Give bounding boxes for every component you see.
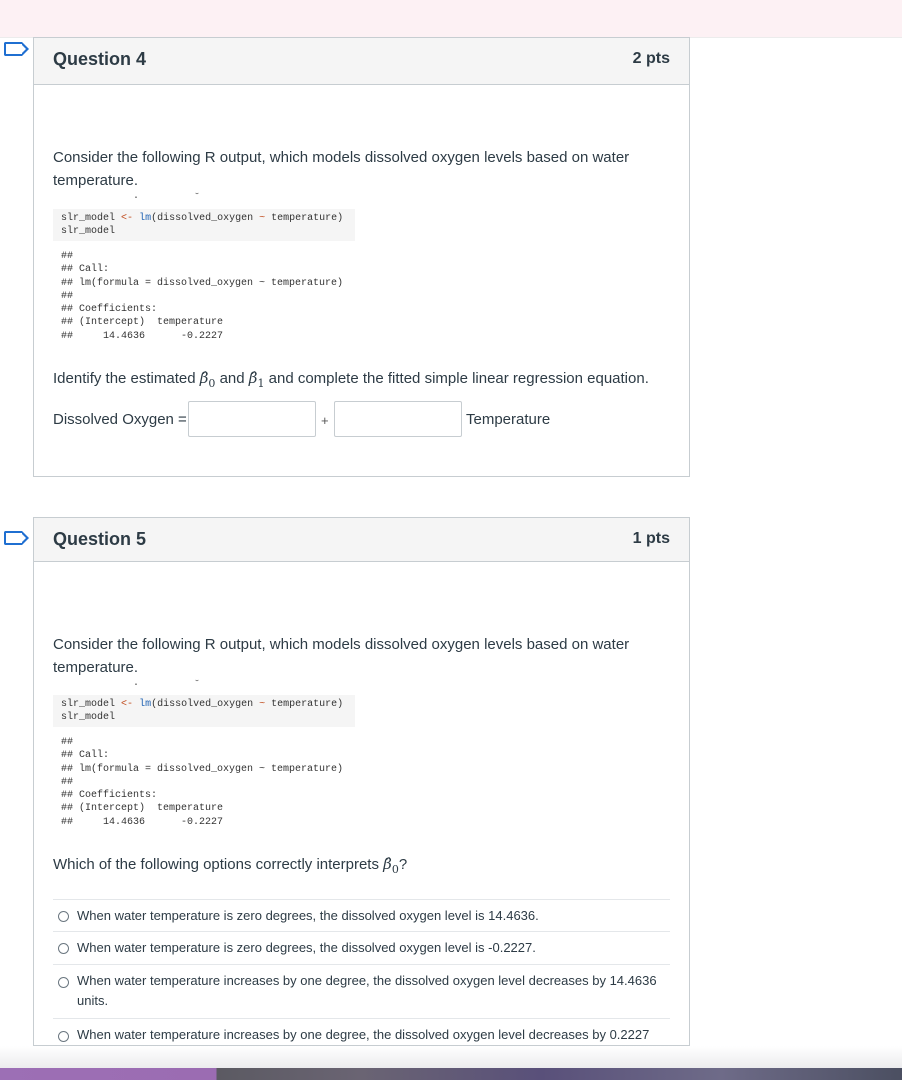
top-bar xyxy=(0,0,902,38)
code-line-2: slr_model xyxy=(61,226,116,237)
beta-0-glyph: β̂ xyxy=(383,855,392,873)
instruction-text: ? xyxy=(398,856,408,873)
code-tilde: ~ xyxy=(259,699,266,710)
answer-option-label: When water temperature increases by one degree, the dissolved oxygen level decreases by 14.4636 units. xyxy=(77,973,657,1008)
code-variable: slr_model xyxy=(61,213,116,224)
flag-question-icon[interactable] xyxy=(4,42,22,56)
plus-sign: + xyxy=(321,413,329,428)
code-args: (dissolved_oxygen xyxy=(151,699,260,710)
instruction-text: Which of the following options correctly interprets xyxy=(53,856,384,873)
r-output: ## ## Call: ## lm(formula = dissolved_oxygen ~ temperature) ## ## Coefficients: ## (Intercept) temperature ## 14.4636 -0.2227 xyxy=(61,737,344,828)
instruction-text: and complete the fitted simple linear regression equation. xyxy=(264,370,649,387)
beta-0-symbol xyxy=(383,855,399,876)
code-args: temperature) xyxy=(265,213,344,224)
code-variable: slr_model xyxy=(61,699,116,710)
beta-1-glyph: β̂ xyxy=(248,369,258,387)
beta-0-subscript: 0 xyxy=(208,377,216,390)
answer-option-label: When water temperature is zero degrees, the dissolved oxygen level is 14.4636. xyxy=(77,908,539,923)
beta-1-subscript: 1 xyxy=(257,377,265,390)
code-function: lm xyxy=(139,699,152,710)
answer-option[interactable] xyxy=(53,899,670,931)
question-header xyxy=(34,38,689,85)
answer-option[interactable] xyxy=(53,964,670,1018)
r-code-block xyxy=(53,209,355,241)
question-instruction xyxy=(53,369,649,390)
radio-button[interactable] xyxy=(58,911,69,922)
page-footer-shadow xyxy=(0,1046,902,1068)
slope-input[interactable] xyxy=(334,401,462,437)
desktop-taskbar-strip xyxy=(0,1068,902,1080)
code-assign-operator: <- xyxy=(121,213,134,224)
question-header xyxy=(34,518,689,562)
question-instruction xyxy=(53,855,407,876)
question-prompt: Consider the following R output, which models dissolved oxygen levels based on water temperature. xyxy=(53,149,630,189)
question-4 xyxy=(33,37,690,477)
decorative-mark: · xyxy=(133,193,140,204)
answer-option[interactable] xyxy=(53,931,670,964)
question-title: Question 4 xyxy=(53,49,147,69)
question-points: 1 pts xyxy=(632,530,670,547)
answer-option-label: When water temperature is zero degrees, the dissolved oxygen level is -0.2227. xyxy=(77,940,536,955)
beta-0-symbol xyxy=(199,369,216,390)
instruction-text: and xyxy=(215,370,249,387)
question-5 xyxy=(33,517,690,1046)
beta-0-subscript: 0 xyxy=(391,863,399,876)
answer-option-label: When water temperature increases by one degree, the dissolved oxygen level decreases by 0.2227 xyxy=(77,1027,650,1042)
radio-button[interactable] xyxy=(58,1031,69,1042)
equation-suffix: Temperature xyxy=(466,411,551,428)
radio-button[interactable] xyxy=(58,977,69,988)
equation-label: Dissolved Oxygen = xyxy=(53,411,187,428)
code-tilde: ~ xyxy=(259,213,266,224)
decorative-mark: ˘ xyxy=(194,193,201,204)
flag-question-icon[interactable] xyxy=(4,531,22,545)
decorative-mark: ˘ xyxy=(194,680,201,691)
code-assign-operator: <- xyxy=(121,699,134,710)
instruction-text: Identify the estimated xyxy=(53,370,200,387)
r-code-block xyxy=(53,695,355,727)
code-function: lm xyxy=(139,213,152,224)
beta-1-symbol xyxy=(248,369,265,390)
radio-button[interactable] xyxy=(58,943,69,954)
beta-0-glyph: β̂ xyxy=(199,369,209,387)
code-args: temperature) xyxy=(265,699,344,710)
intercept-input[interactable] xyxy=(188,401,316,437)
question-prompt: Consider the following R output, which models dissolved oxygen levels based on water temperature. xyxy=(53,636,630,676)
decorative-mark: · xyxy=(133,680,140,691)
code-line-2: slr_model xyxy=(61,712,116,723)
r-output: ## ## Call: ## lm(formula = dissolved_oxygen ~ temperature) ## ## Coefficients: ## (Intercept) temperature ## 14.4636 -0.2227 xyxy=(61,251,344,342)
code-args: (dissolved_oxygen xyxy=(151,213,260,224)
question-title: Question 5 xyxy=(53,529,147,549)
question-points: 2 pts xyxy=(632,50,670,67)
